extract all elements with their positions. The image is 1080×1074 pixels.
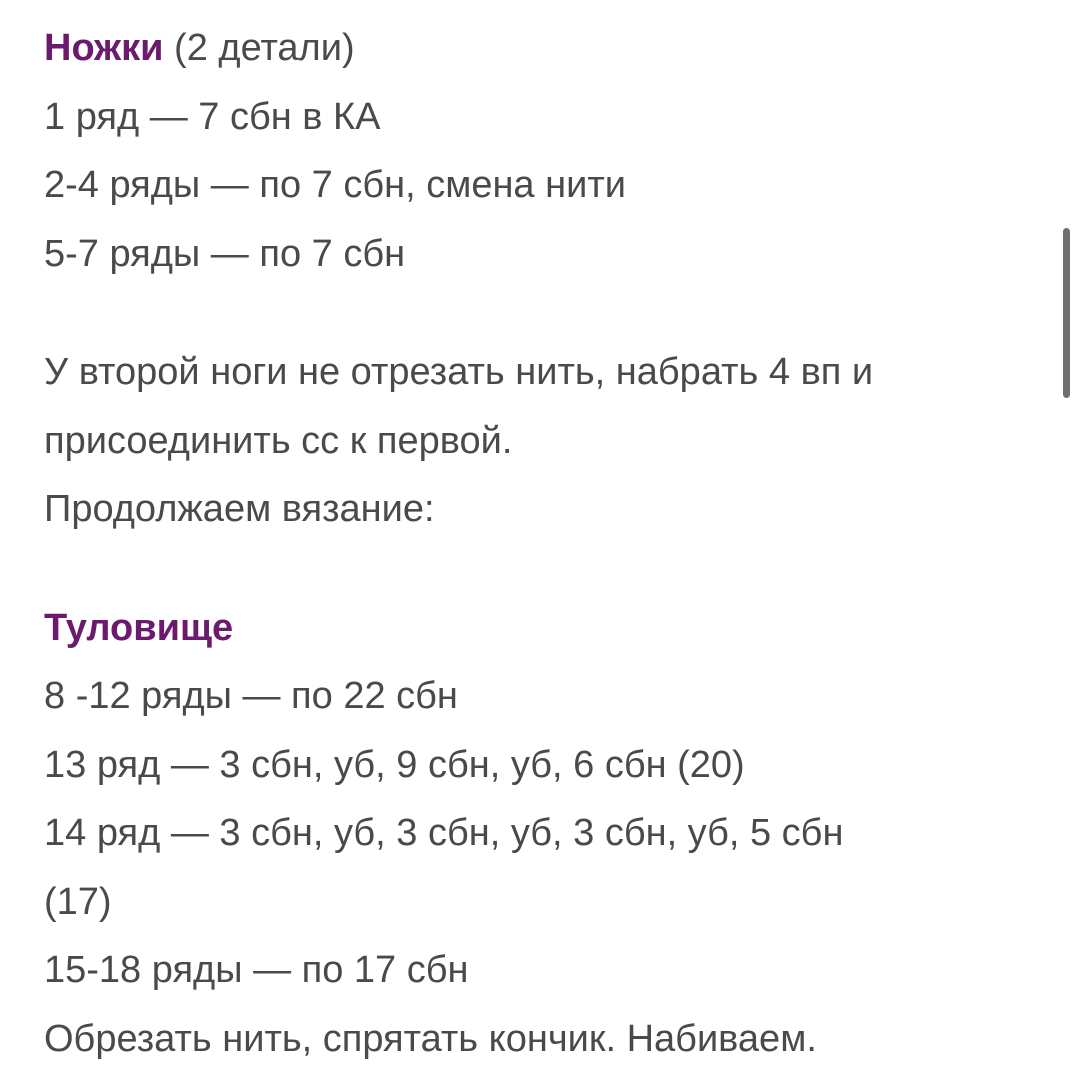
section-title-note: (2 детали): [174, 27, 355, 69]
section-heading-legs: [44, 14, 1034, 83]
pattern-row: 15-18 ряды — по 17 сбн: [44, 949, 469, 991]
pattern-document: [44, 14, 1034, 1073]
instruction-line: Продолжаем вязание:: [44, 488, 435, 530]
pattern-row-continuation: (17): [44, 880, 112, 923]
pattern-row: 2-4 ряды — по 7 сбн, смена нити: [44, 164, 626, 206]
instruction-line: У второй ноги не отрезать нить, набрать 4 вп и: [44, 351, 874, 393]
pattern-row: 14 ряд — 3 сбн, уб, 3 сбн, уб, 3 сбн, уб, 5 сбн: [44, 812, 844, 854]
section-title: Ножки: [44, 27, 164, 69]
pattern-row: 13 ряд — 3 сбн, уб, 9 сбн, уб, 6 сбн (20): [44, 743, 745, 786]
pattern-row: 5-7 ряды — по 7 сбн: [44, 232, 406, 275]
paragraph-gap: [44, 544, 1034, 594]
pattern-row: Обрезать нить, спрятать кончик. Набиваем.: [44, 1017, 817, 1060]
paragraph-gap: [44, 288, 1034, 338]
section-heading-body: [44, 594, 1034, 663]
instruction-line: присоединить сс к первой.: [44, 419, 513, 462]
vertical-scrollbar[interactable]: [1063, 228, 1070, 398]
pattern-row: 1 ряд — 7 сбн в КА: [44, 95, 381, 138]
section-title: Туловище: [44, 606, 234, 649]
pattern-row: 8 -12 ряды — по 22 сбн: [44, 675, 458, 717]
